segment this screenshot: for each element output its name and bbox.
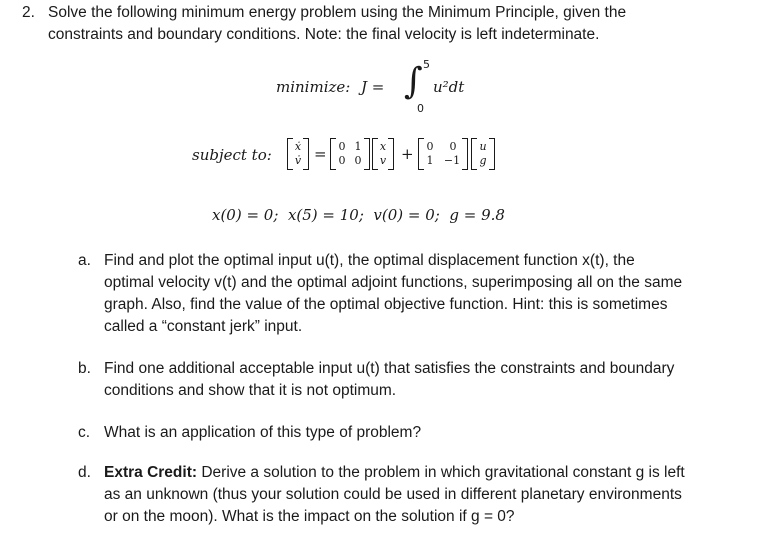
integral-upper-limit: 5 xyxy=(423,58,430,71)
item-a-letter: a. xyxy=(78,252,91,269)
equals-sign: = xyxy=(314,145,327,163)
lhs-vector-cell: v̇ xyxy=(294,154,302,167)
integrand: u²dt xyxy=(433,78,465,96)
boundary-conditions: x(0) = 0; x(5) = 10; v(0) = 0; g = 9.8 xyxy=(212,206,505,224)
item-d-line: as an unknown (thus your solution could be used in different planetary environments xyxy=(104,486,682,503)
state-vector xyxy=(372,138,394,170)
item-b-letter: b. xyxy=(78,360,91,377)
item-c-text xyxy=(104,422,754,444)
extra-credit-label: Extra Credit: xyxy=(104,464,198,481)
problem-line-1: Solve the following minimum energy problem using the Minimum Principle, given the xyxy=(48,4,627,21)
item-a-text xyxy=(104,250,754,338)
input-vector-cell: g xyxy=(479,154,487,167)
item-a-line: Find and plot the optimal input u(t), the optimal displacement function x(t), the xyxy=(104,252,635,269)
a-matrix-cell: 1 xyxy=(354,140,362,153)
item-d-first-line xyxy=(104,462,754,484)
lhs-vector xyxy=(287,138,309,170)
b-matrix xyxy=(418,138,468,170)
objective-label: minimize: xyxy=(276,78,351,96)
b-matrix-cell: 1 xyxy=(426,154,434,167)
item-d-line: Derive a solution to the problem in which gravitational constant g is left xyxy=(197,464,685,481)
item-b-text xyxy=(104,358,754,402)
problem-number: 2. xyxy=(22,4,35,21)
a-matrix-cell: 0 xyxy=(354,154,362,167)
lhs-vector-cell: ẋ xyxy=(294,140,302,153)
a-matrix xyxy=(330,138,370,170)
item-b-line: Find one additional acceptable input u(t) that satisfies the constraints and boundary xyxy=(104,360,675,377)
constraint-label: subject to: xyxy=(192,146,272,164)
integral-lower-limit: 0 xyxy=(417,102,424,115)
item-c-line: What is an application of this type of problem? xyxy=(104,424,422,441)
item-a-line: optimal velocity v(t) and the optimal adjoint functions, superimposing all on the same xyxy=(104,274,683,291)
input-vector-cell: u xyxy=(479,140,487,153)
b-matrix-cell: 0 xyxy=(449,140,457,153)
item-d-letter: d. xyxy=(78,464,91,481)
item-a-line: graph. Also, find the value of the optimal objective function. Hint: this is sometimes xyxy=(104,296,668,313)
b-matrix-cell: −1 xyxy=(443,154,461,167)
b-matrix-cell: 0 xyxy=(426,140,434,153)
plus-sign: + xyxy=(401,145,414,163)
item-c-letter: c. xyxy=(78,424,91,441)
a-matrix-cell: 0 xyxy=(338,154,346,167)
state-vector-cell: x xyxy=(379,140,387,153)
state-vector-cell: v xyxy=(379,154,387,167)
item-d-text xyxy=(104,462,754,528)
objective-lhs: J = xyxy=(361,78,385,96)
input-vector xyxy=(471,138,495,170)
item-b-line: conditions and show that it is not optimum. xyxy=(104,382,397,399)
problem-statement xyxy=(48,2,748,46)
item-a-line: called a “constant jerk” input. xyxy=(104,318,303,335)
problem-line-2: constraints and boundary conditions. Note: the final velocity is left indeterminate. xyxy=(48,26,600,43)
integral-sign: ∫ xyxy=(404,61,423,102)
item-d-line: or on the moon). What is the impact on the solution if g = 0? xyxy=(104,508,515,525)
a-matrix-cell: 0 xyxy=(338,140,346,153)
